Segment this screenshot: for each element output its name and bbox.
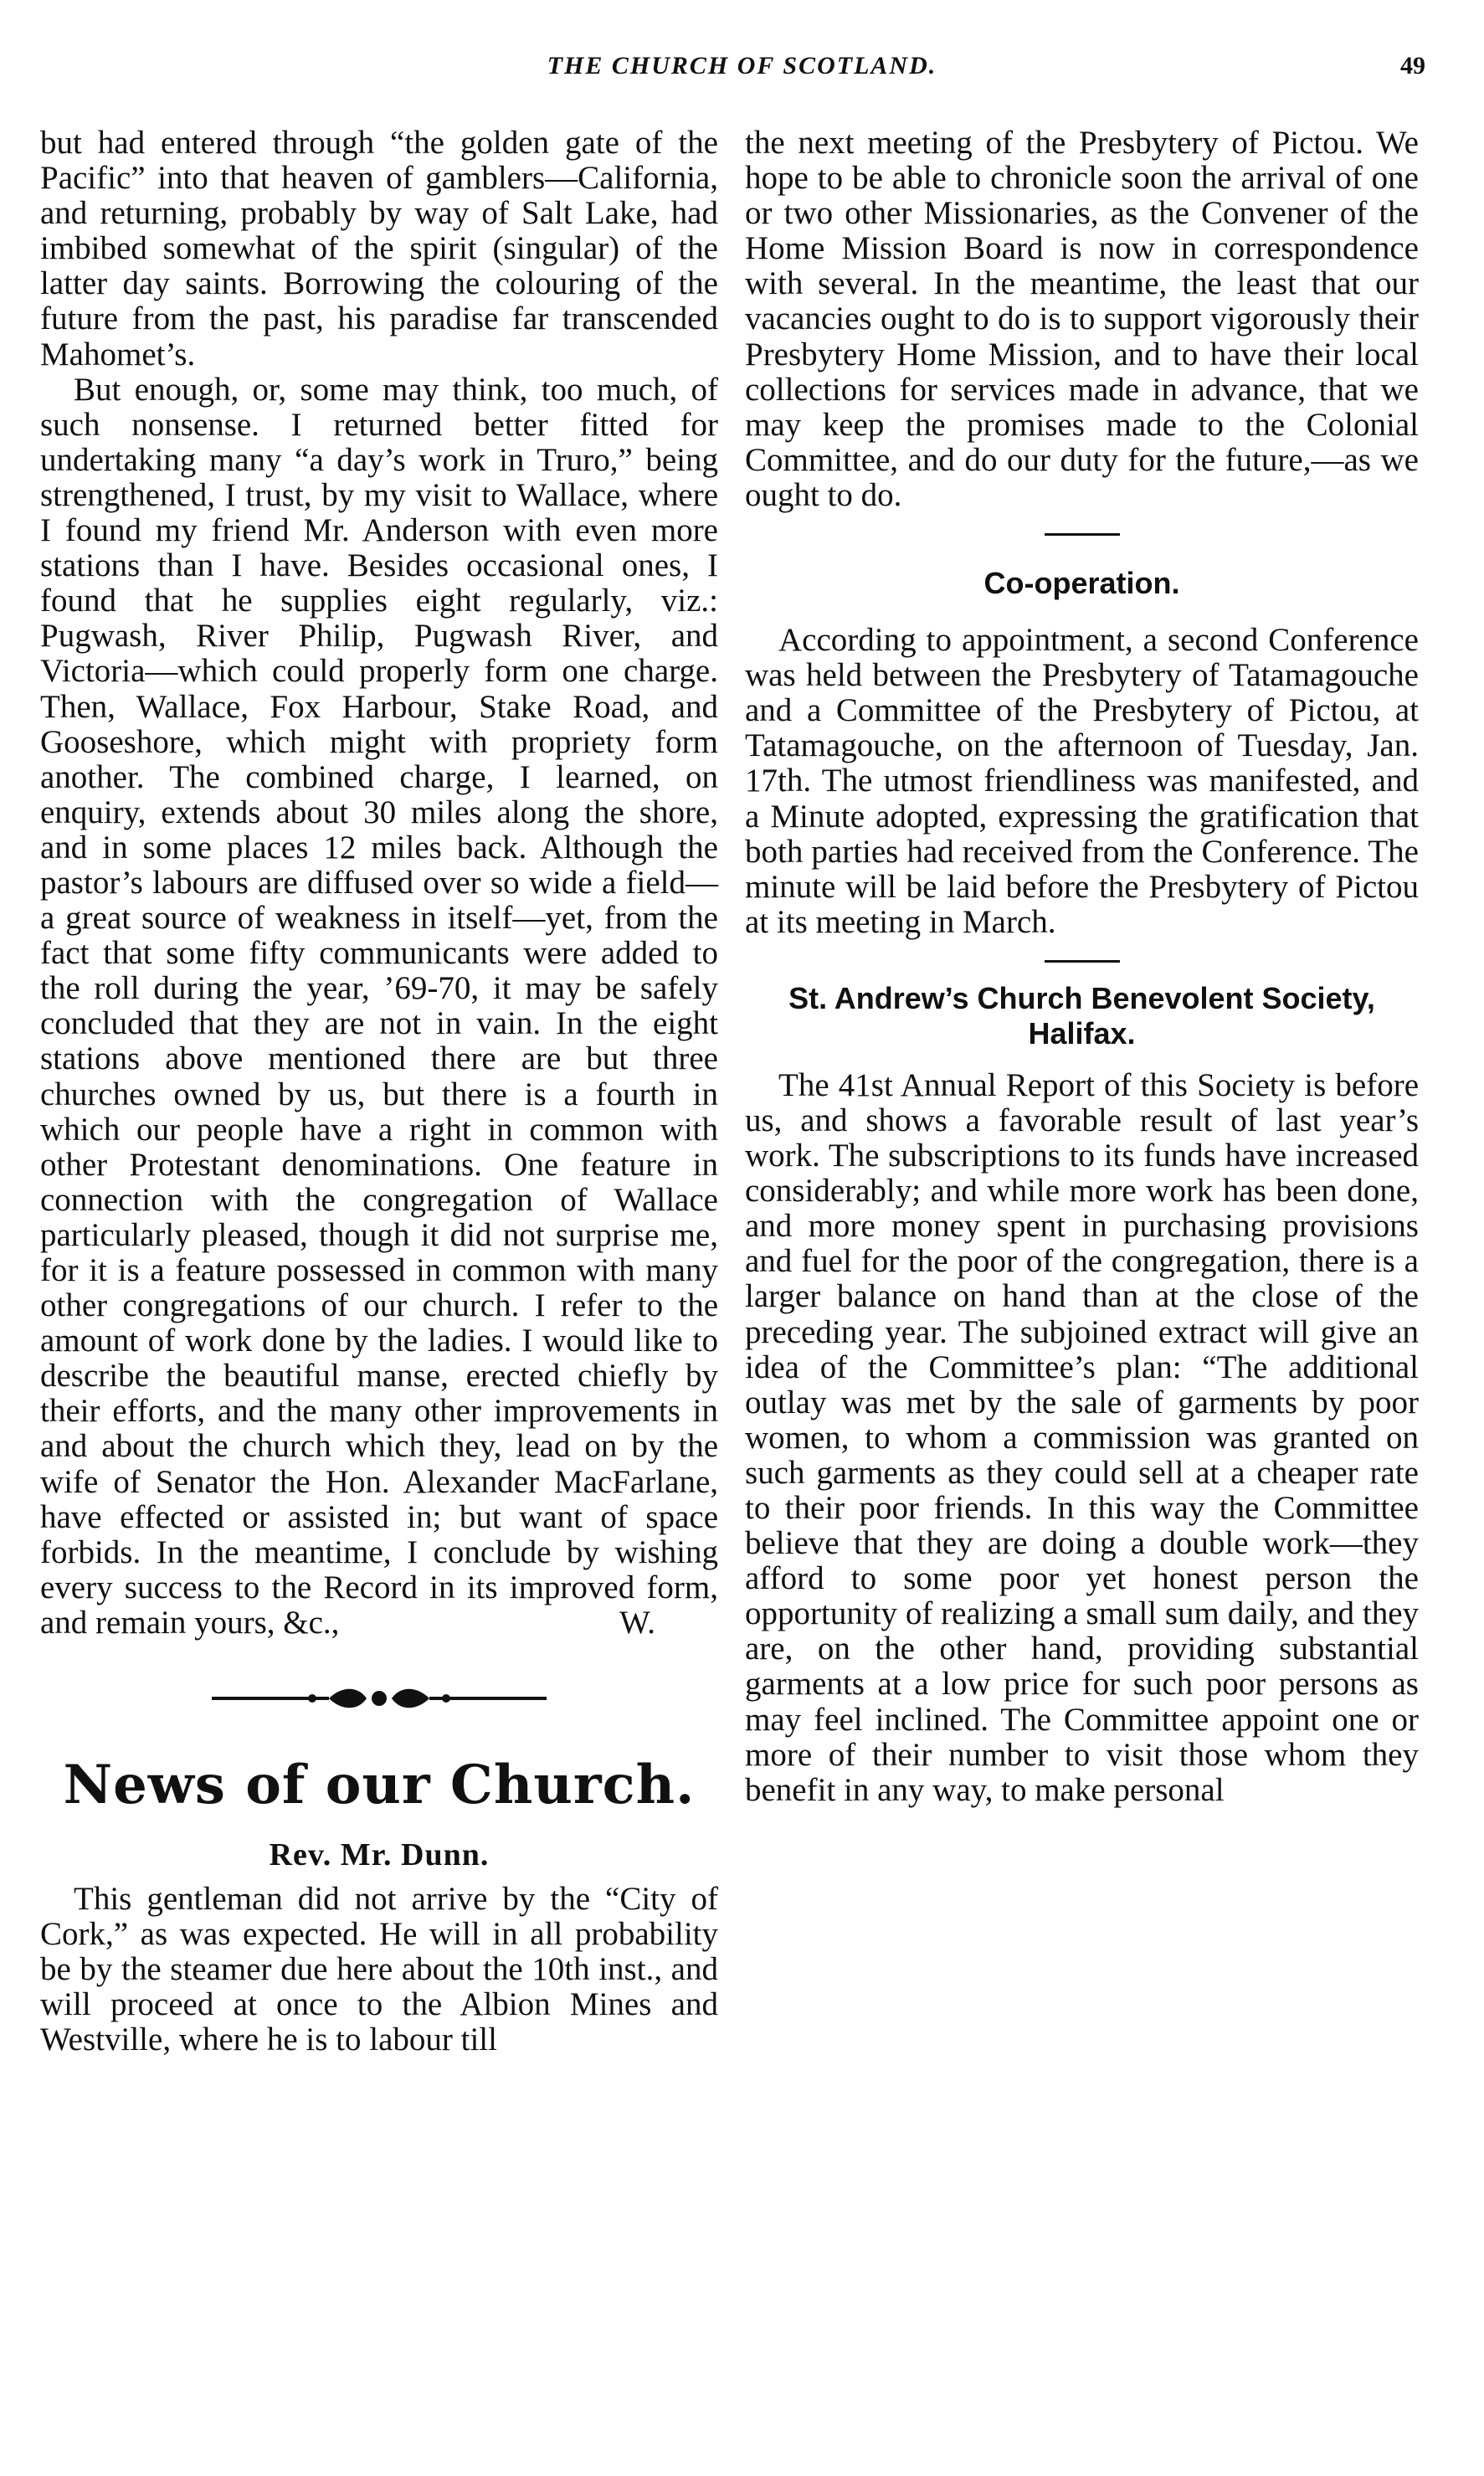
page-number: 49 bbox=[1400, 52, 1425, 80]
heading-benevolent-society: St. Andrew’s Church Benevolent Society, Halifax. bbox=[788, 980, 1375, 1051]
left-paragraph-2 bbox=[40, 372, 718, 1641]
right-paragraph-3: The 41st Annual Report of this Society is before us, and shows a favorable result of last year’s work. The subscriptions to its funds have increased considerably; and while more work has been done, and more money spent in purchasing provisions and fuel for the poor of the congregation, there is a larger balance on hand than at the close of the preceding year. The subjoined extract will give an idea of the Committee’s plan: “The additional outlay was met by the sale of garments by poor women, to whom a commission was granted on such garments as they could sell at a cheaper rate to their poor friends. In this way the Committee believe that they are doing a double work—they afford to some poor yet honest person the opportunity of realizing a small sum daily, and they are, on the other hand, providing substantial garments at a low price for such poor persons as may feel inclined. The Committee appoint one or more of their number to visit those whom they benefit in any way, to make personal bbox=[745, 1066, 1419, 1808]
section-rule bbox=[1045, 533, 1120, 536]
left-paragraph-3: This gentleman did not arrive by the “City of Cork,” as was expected. He will in all probability be by the steamer due here about the 10th inst., and will proceed at once to the Albion Mines and Westville, where he is to labour till bbox=[40, 1881, 718, 2058]
decorative-divider bbox=[40, 1686, 718, 1711]
letter-body: But enough, or, some may think, too much, of such nonsense. I returned better fitted for undertaking many “a day’s work in Truro,” being strengthened, I trust, by my visit to Wallace, where I found my friend Mr. Anderson with even more stations than I have. Besides occasional ones, I found that he supplies eight regularly, viz.: Pugwash, River Philip, Pugwash River, and Victoria—which could properly form one charge. Then, Wallace, Fox Harbour, Stake Road, and Gooseshore, which might with propriety form another. The combined charge, I learned, on enquiry, extends about 30 miles along the shore, and in some places 12 miles back. Although the pastor’s labours are diffused over so wide a field—a great source of weakness in itself—yet, from the fact that some fifty communicants were added to the roll during the year, ’69-70, it may be safely concluded that they are not in vain. In the eight stations above mentioned there are but three churches owned by us, but there is a fourth in which our people have a right in common with other Protestant denominations. One feature in connection with the congregation of Wallace particularly pleased, though it did not surprise me, for it is a feature possessed in common with many other congregations of our church. I refer to the amount of work done by the ladies. I would like to describe the beautiful manse, erected chiefly by their efforts, and the many other improvements in and about the church which they, lead on by the wife of Senator the Hon. Alexander MacFarlane, have effected or assisted in; but want of space forbids. In the meantime, I conclude by wishing every success to the Record in its improved form, and remain yours, &c., bbox=[40, 371, 718, 1641]
right-column bbox=[745, 126, 1419, 1808]
ornament-icon bbox=[203, 1686, 555, 1711]
heading-co-operation: Co-operation. bbox=[983, 566, 1180, 601]
article-subhead: Rev. Mr. Dunn. bbox=[269, 1837, 490, 1873]
section-rule bbox=[1045, 960, 1120, 963]
left-paragraph-1: but had entered through “the golden gate of the Pacific” into that heaven of gamblers—California, and returning, probably by way of Salt Lake, had imbibed somewhat of the spirit (singular) of the latter day saints. Borrowing the colouring of the future from the past, his paradise far transcended Mahomet’s. bbox=[40, 125, 718, 372]
right-paragraph-1: the next meeting of the Presbytery of Pictou. We hope to be able to chronicle soon the arrival of one or two other Missionaries, as the Convener of the Home Mission Board is now in correspondence with several. In the meantime, the least that our vacancies ought to do is to support vigorously their Presbytery Home Mission, and to have their local collections for services made in advance, that we may keep the promises made to the Colonial Committee, and do our duty for the future,—as we ought to do. bbox=[745, 125, 1419, 513]
left-column bbox=[40, 126, 718, 2058]
section-title: News of our Church. bbox=[63, 1754, 696, 1817]
running-title: THE CHURCH OF SCOTLAND. bbox=[547, 52, 937, 80]
letter-signature: W. bbox=[619, 1604, 655, 1641]
running-head bbox=[0, 52, 1484, 85]
right-paragraph-2: According to appointment, a second Conference was held between the Presbytery of Tatamagouche and a Committee of the Presbytery of Pictou, at Tatamagouche, on the afternoon of Tuesday, Jan. 17th. The utmost friendliness was manifested, and a Minute adopted, expressing the gratification that both parties had received from the Conference. The minute will be laid before the Presbytery of Pictou at its meeting in March. bbox=[745, 622, 1419, 940]
